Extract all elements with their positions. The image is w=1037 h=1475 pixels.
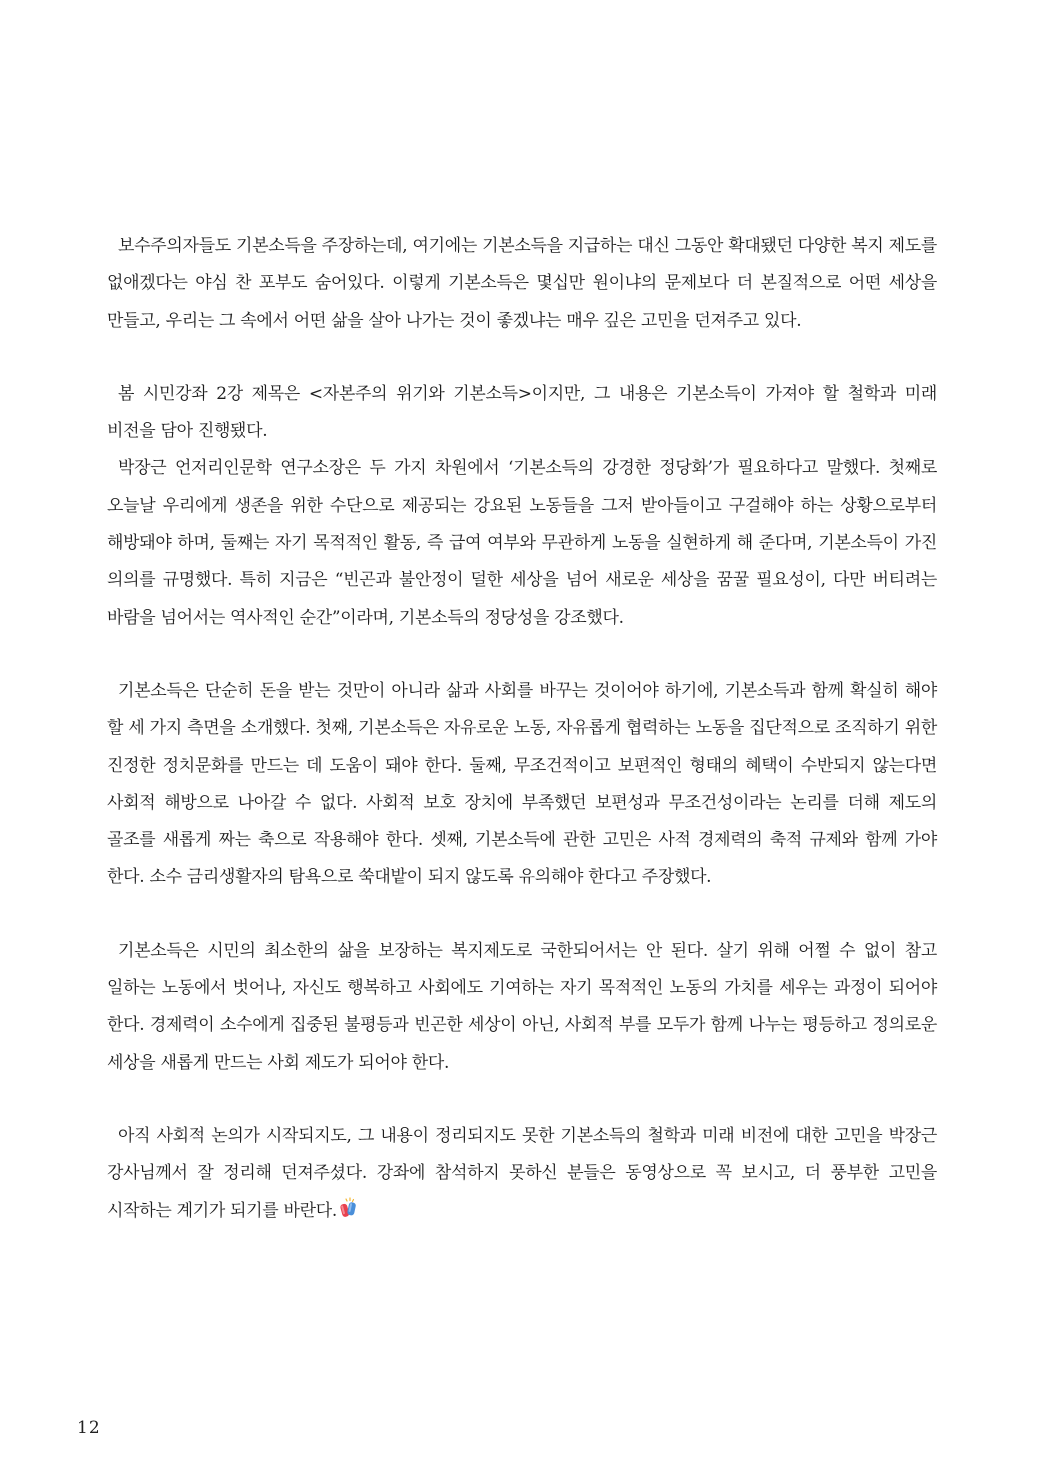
paragraph-gap xyxy=(107,637,937,673)
paragraph-lecture-title: 봄 시민강좌 2강 제목은 <자본주의 위기와 기본소득>이지만, 그 내용은 기본소득이 가져야 할 철학과 미래 비전을 담아 진행됐다. xyxy=(107,383,937,442)
paragraph-gap xyxy=(107,897,937,933)
paragraph-welfare-scope: 기본소득은 시민의 최소한의 삶을 보장하는 복지제도로 국한되어서는 안 된다. 살기 위해 어쩔 수 없이 참고 일하는 노동에서 벗어나, 자신도 행복하고 사회에도 기여하는 자기 목적적인 노동의 가치를 세우는 과정이 되어야 한다. 경제력이 소수에게 집중된 불평등과 빈곤한 세상이 아닌, 사회적 부를 모두가 함께 나누는 평등하고 정의로운 세상을 새롭게 만드는 사회 제도가 되어야 한다. xyxy=(107,940,937,1073)
closing-text: 아직 사회적 논의가 시작되지도, 그 내용이 정리되지도 못한 기본소득의 철학과 미래 비전에 대한 고민을 박장근 강사님께서 잘 정리해 던져주셨다. 강좌에 참석하지 못하신 분들은 동영상으로 꼭 보시고, 더 풍부한 고민을 시작하는 계기가 되기를 바란다. xyxy=(107,1125,937,1221)
paragraph-conservatives: 보수주의자들도 기본소득을 주장하는데, 여기에는 기본소득을 지급하는 대신 그동안 확대됐던 다양한 복지 제도를 없애겠다는 야심 찬 포부도 숨어있다. 이렇게 기본소득은 몇십만 원이냐의 문제보다 더 본질적으로 어떤 세상을 만들고, 우리는 그 속에서 어떤 삶을 살아 나가는 것이 좋겠냐는 매우 깊은 고민을 던져주고 있다. xyxy=(107,236,937,331)
page-number: 12 xyxy=(77,1418,101,1438)
paragraph-gap xyxy=(107,1082,937,1118)
article-body xyxy=(107,228,937,1230)
paragraph-three-aspects: 기본소득은 단순히 돈을 받는 것만이 아니라 삶과 사회를 바꾸는 것이어야 하기에, 기본소득과 함께 확실히 해야 할 세 가지 측면을 소개했다. 첫째, 기본소득은 자유로운 노동, 자유롭게 협력하는 노동을 집단적으로 조직하기 위한 진정한 정치문화를 만드는 데 도움이 돼야 한다. 둘째, 무조건적이고 보편적인 형태의 혜택이 수반되지 않는다면 사회적 해방으로 나아갈 수 없다. 사회적 보호 장치에 부족했던 보편성과 무조건성이라는 논리를 더해 제도의 골조를 새롭게 짜는 축으로 작용해야 한다. 셋째, 기본소득에 관한 고민은 사적 경제력의 축적 규제와 함께 가야 한다. 소수 금리생활자의 탐욕으로 쑥대밭이 되지 않도록 유의해야 한다고 주장했다. xyxy=(107,680,937,888)
paragraph-justification: 박장근 언저리인문학 연구소장은 두 가지 차원에서 ‘기본소득의 강경한 정당화’가 필요하다고 말했다. 첫째로 오늘날 우리에게 생존을 위한 수단으로 제공되는 강요된 노동들을 그저 받아들이고 구걸해야 하는 상황으로부터 해방돼야 하며, 둘째는 자기 목적적인 활동, 즉 급여 여부와 무관하게 노동을 실현하게 해 준다며, 기본소득이 가진 의의를 규명했다. 특히 지금은 “빈곤과 불안정이 덜한 세상을 넘어 새로운 세상을 꿈꿀 필요성이, 다만 버티려는 바람을 넘어서는 역사적인 순간”이라며, 기본소득의 정당성을 강조했다. xyxy=(107,458,937,628)
clapping-hands-icon xyxy=(338,1197,358,1219)
paragraph-closing xyxy=(107,1118,937,1230)
paragraph-gap xyxy=(107,340,937,376)
